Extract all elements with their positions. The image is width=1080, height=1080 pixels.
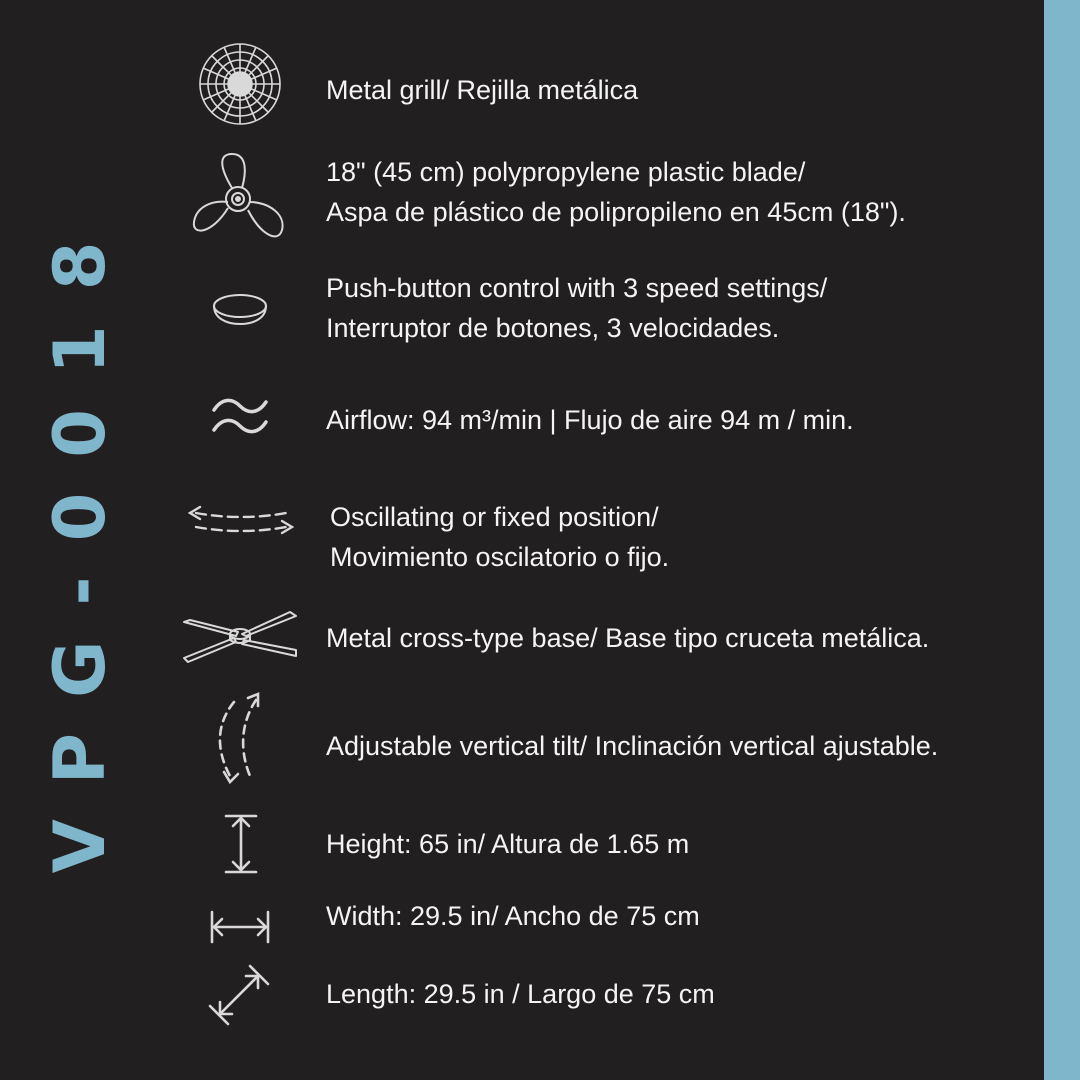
feature-length (0, 962, 1040, 1032)
feature-line: Movimiento oscilatorio o fijo. (330, 542, 670, 572)
height-icon (222, 812, 260, 876)
feature-airflow (0, 388, 1040, 448)
feature-line: Length: 29.5 in / Largo de 75 cm (326, 979, 715, 1009)
feature-width (0, 900, 1040, 948)
fan-blade-icon (190, 150, 290, 248)
feature-line: Width: 29.5 in/ Ancho de 75 cm (326, 901, 700, 931)
push-button-icon (210, 290, 270, 330)
feature-push-button (0, 268, 1040, 358)
feature-cross-base (0, 608, 1040, 678)
feature-text (326, 896, 700, 936)
vertical-tilt-icon (212, 690, 268, 790)
feature-text (326, 400, 854, 440)
model-code: VPG-0018 (39, 206, 121, 874)
feature-line: Airflow: 94 m³/min | Flujo de aire 94 m / min. (326, 405, 854, 435)
feature-line: 18" (45 cm) polypropylene plastic blade/ (326, 157, 806, 187)
feature-metal-grill (0, 40, 1040, 140)
feature-line: Aspa de plástico de polipropileno en 45cm (18"). (326, 197, 906, 227)
feature-text (326, 152, 906, 232)
feature-oscillation (0, 497, 1040, 577)
accent-side-bar (1044, 0, 1080, 1080)
cross-base-icon (180, 608, 302, 670)
feature-line: Metal cross-type base/ Base tipo cruceta metálica. (326, 623, 930, 653)
oscillation-icon (186, 501, 296, 541)
width-icon (208, 908, 272, 946)
feature-line: Adjustable vertical tilt/ Inclinación vertical ajustable. (326, 731, 939, 761)
feature-line: Interruptor de botones, 3 velocidades. (326, 313, 780, 343)
feature-text (326, 974, 715, 1014)
feature-line: Metal grill/ Rejilla metálica (326, 75, 639, 105)
feature-line: Push-button control with 3 speed settings/ (326, 273, 828, 303)
feature-text (326, 70, 638, 110)
length-icon (204, 962, 274, 1028)
feature-line: Oscillating or fixed position/ (330, 502, 659, 532)
feature-text (326, 824, 689, 864)
feature-text (326, 618, 929, 658)
metal-grill-icon (196, 40, 284, 128)
feature-vertical-tilt (0, 690, 1040, 790)
airflow-icon (210, 392, 270, 440)
feature-text (330, 497, 669, 577)
feature-text (326, 726, 938, 766)
feature-fan-blade (0, 150, 1040, 250)
feature-height (0, 812, 1040, 878)
feature-line: Height: 65 in/ Altura de 1.65 m (326, 829, 690, 859)
feature-text (326, 268, 827, 348)
